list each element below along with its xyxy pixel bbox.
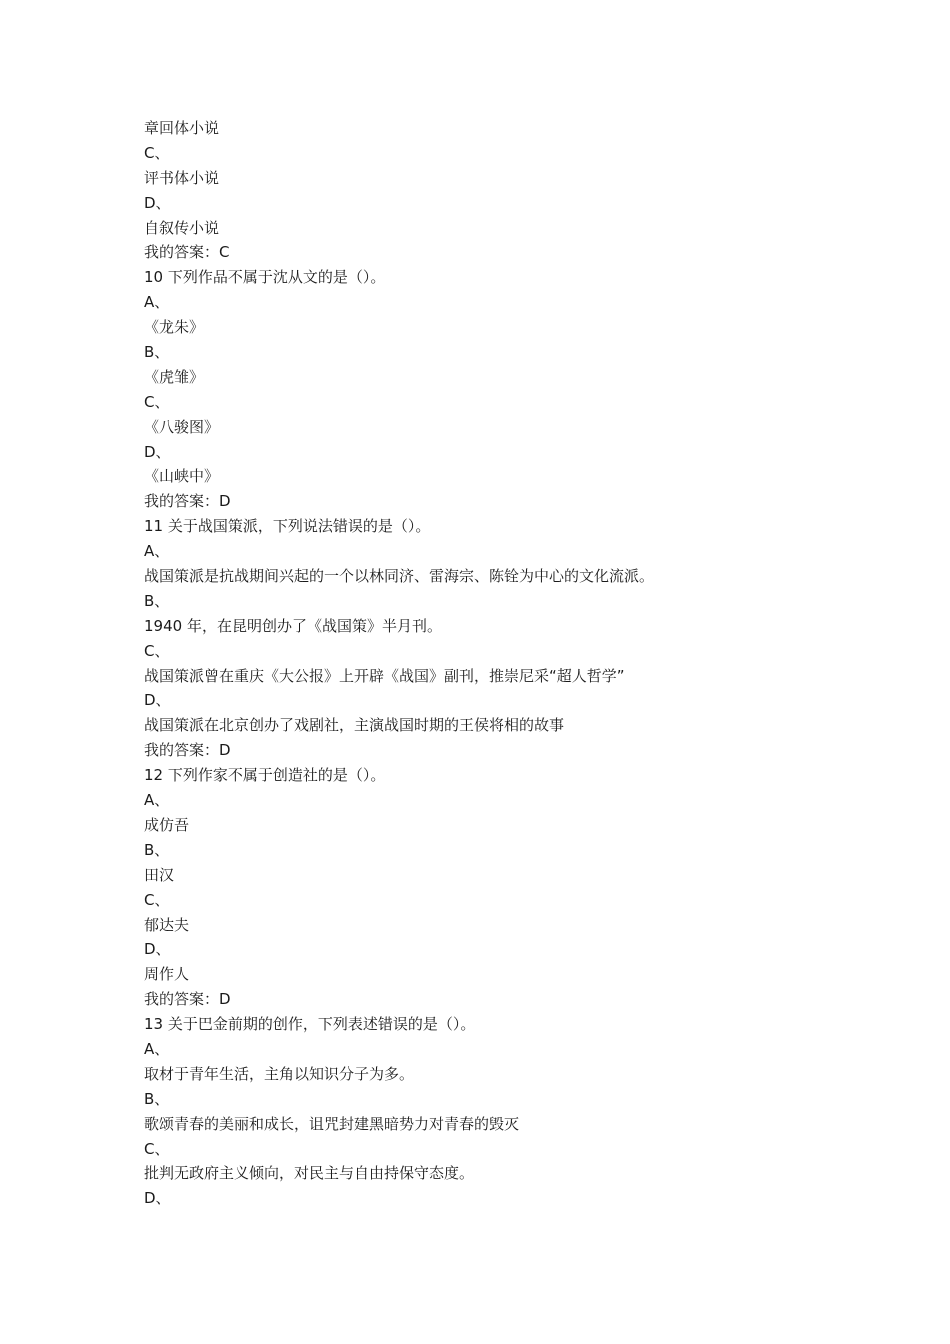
option-text: 《山峡中》 xyxy=(144,467,220,486)
answer-line: 我的答案：D xyxy=(144,741,231,760)
option-label: C、 xyxy=(144,890,170,909)
question-line: 11 关于战国策派，下列说法错误的是（）。 xyxy=(144,517,431,536)
option-text: 歌颂青春的美丽和成长，诅咒封建黑暗势力对青春的毁灭 xyxy=(144,1114,520,1133)
option-label: B、 xyxy=(144,591,170,610)
option-label: D、 xyxy=(144,442,171,461)
answer-line: 我的答案：D xyxy=(144,990,231,1009)
option-label: C、 xyxy=(144,641,170,660)
option-text: 战国策派在北京创办了戏剧社，主演战国时期的王侯将相的故事 xyxy=(144,716,565,735)
document-text xyxy=(144,116,844,1211)
option-text: 《龙朱》 xyxy=(144,318,205,337)
option-label: C、 xyxy=(144,1139,170,1158)
text-line: 评书体小说 xyxy=(144,168,220,187)
option-text: 郁达夫 xyxy=(144,915,190,934)
question-line: 12 下列作家不属于创造社的是（）。 xyxy=(144,766,386,785)
option-label: A、 xyxy=(144,791,170,810)
question-line: 13 关于巴金前期的创作，下列表述错误的是（）。 xyxy=(144,1015,476,1034)
option-text: 《虎雏》 xyxy=(144,367,205,386)
option-text: 田汉 xyxy=(144,865,175,884)
option-label: B、 xyxy=(144,1089,170,1108)
answer-line: 我的答案：C xyxy=(144,243,230,262)
option-label: C、 xyxy=(144,392,170,411)
option-text: 取材于青年生活，主角以知识分子为多。 xyxy=(144,1064,415,1083)
option-label: D、 xyxy=(144,940,171,959)
option-label: A、 xyxy=(144,293,170,312)
text-line: 章回体小说 xyxy=(144,119,220,137)
option-label: A、 xyxy=(144,542,170,561)
option-label: D、 xyxy=(144,1189,171,1208)
option-label: B、 xyxy=(144,840,170,859)
text-line: 自叙传小说 xyxy=(144,218,220,237)
text-line: D、 xyxy=(144,193,171,212)
option-label: D、 xyxy=(144,691,171,710)
answer-line: 我的答案：D xyxy=(144,492,231,511)
option-label: B、 xyxy=(144,343,170,362)
option-text: 战国策派曾在重庆《大公报》上开辟《战国》副刊，推崇尼采“超人哲学” xyxy=(144,666,625,685)
question-line: 10 下列作品不属于沈从文的是（）。 xyxy=(144,268,386,287)
option-text: 战国策派是抗战期间兴起的一个以林同济、雷海宗、陈铨为中心的文化流派。 xyxy=(144,567,655,586)
option-text: 周作人 xyxy=(144,965,190,984)
option-label: A、 xyxy=(144,1039,170,1058)
text-line: C、 xyxy=(144,143,170,162)
option-text: 成仿吾 xyxy=(144,815,190,834)
option-text: 1940 年，在昆明创办了《战国策》半月刊。 xyxy=(144,616,442,635)
option-text: 《八骏图》 xyxy=(144,417,220,436)
option-text: 批判无政府主义倾向，对民主与自由持保守态度。 xyxy=(144,1164,475,1183)
